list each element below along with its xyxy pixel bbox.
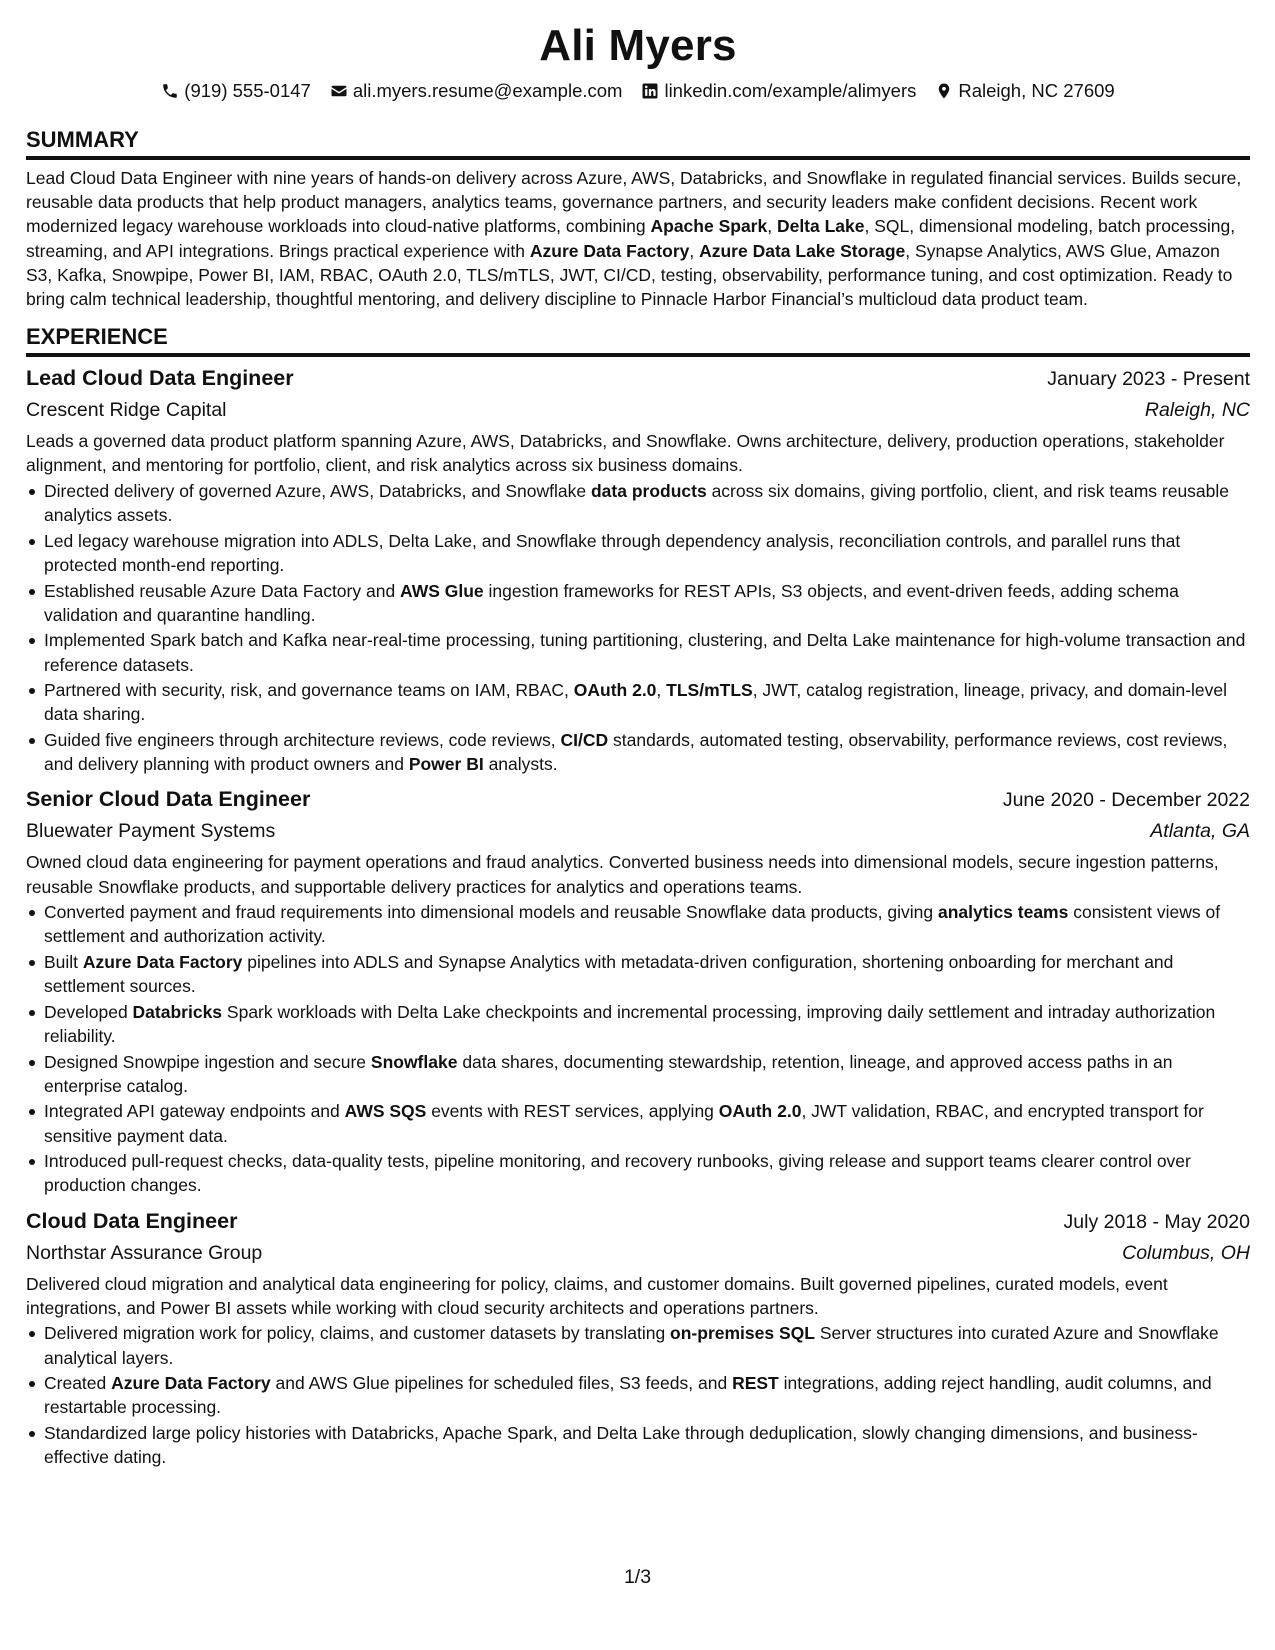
summary-paragraph: Lead Cloud Data Engineer with nine years of hands-on delivery across Azure, AWS, Databricks, and Snowflake in regulated financial services. Builds secure, reusable data products that help product managers, analytics teams, governance partners, and security leaders make confident decisions. Recent work modernized legacy warehouse workloads into cloud-native platforms, combining Apache Spark, Delta Lake, SQL, dimensional modeling, batch processing, streaming, and API integrations. Brings practical experience with Azure Data Factory, Azure Data Lake Storage, Synapse Analytics, AWS Glue, Amazon S3, Kafka, Snowpipe, Power BI, IAM, RBAC, OAuth 2.0, TLS/mTLS, JWT, CI/CD, testing, observability, performance tuning, and cost optimization. Ready to bring calm technical leadership, thoughtful mentoring, and delivery discipline to Pinnacle Harbor Financial’s multicloud data product team.: [26, 168, 1242, 310]
job-company: Crescent Ridge Capital: [26, 399, 227, 422]
email-link[interactable]: ali.myers.resume@example.com: [352, 80, 623, 101]
job-title-row: [26, 363, 1250, 395]
job-dates: July 2018 - May 2020: [1063, 1210, 1250, 1233]
bullet-item: Built Azure Data Factory pipelines into ADLS and Synapse Analytics with metadata-driven configuration, shortening onboarding for merchant and settlement sources.: [44, 950, 1250, 998]
bullet-item: Converted payment and fraud requirements into dimensional models and reusable Snowflake data products, giving analytics teams consistent views of settlement and authorization activity.: [44, 900, 1250, 948]
bullet-item: Directed delivery of governed Azure, AWS, Databricks, and Snowflake data products across six domains, giving portfolio, client, and risk teams reusable analytics assets.: [44, 479, 1250, 527]
job-company: Northstar Assurance Group: [26, 1241, 263, 1264]
envelope-icon: [330, 82, 348, 100]
linkedin-icon: [641, 82, 659, 100]
contact-location: [935, 78, 1114, 104]
bold-keyword: OAuth 2.0: [573, 680, 657, 701]
bold-keyword: CI/CD: [560, 730, 609, 750]
job-location: Raleigh, NC: [1144, 399, 1250, 422]
resume-page: [26, 18, 1250, 1469]
bullet-item: Integrated API gateway endpoints and AWS SQS events with REST services, applying OAuth 2.0, JWT validation, RBAC, and encrypted transport for sensitive payment data.: [44, 1099, 1250, 1147]
experience-list: [26, 363, 1250, 1469]
bold-keyword: Apache Spark: [650, 216, 768, 237]
bold-keyword: TLS/mTLS: [666, 680, 753, 701]
bold-keyword: Azure Data Lake Storage: [699, 240, 906, 261]
bold-keyword: Delta Lake: [776, 216, 865, 237]
page-number: 1/3: [623, 1566, 652, 1588]
job-description: Owned cloud data engineering for payment operations and fraud analytics. Converted business needs into dimensional models, secure ingestion patterns, reusable Snowflake products, and supportable delivery practices for analytics and operations teams.: [26, 852, 1219, 897]
contact-linkedin[interactable]: [641, 78, 916, 104]
job-title: Cloud Data Engineer: [26, 1208, 238, 1233]
bullet-item: Introduced pull-request checks, data-quality tests, pipeline monitoring, and recovery runbooks, giving release and support teams clearer control over production changes.: [44, 1149, 1250, 1197]
bullet-item: Developed Databricks Spark workloads with Delta Lake checkpoints and incremental processing, improving daily settlement and intraday authorization reliability.: [44, 1000, 1250, 1048]
bold-keyword: data products: [590, 481, 707, 502]
contact-email[interactable]: [330, 78, 623, 104]
bullet-item: Standardized large policy histories with Databricks, Apache Spark, and Delta Lake through deduplication, slowly changing dimensions, and business-effective dating.: [44, 1421, 1250, 1469]
job-title: Senior Cloud Data Engineer: [26, 787, 311, 812]
bullet-item: Created Azure Data Factory and AWS Glue pipelines for scheduled files, S3 feeds, and REST integrations, adding reject handling, audit columns, and restartable processing.: [44, 1371, 1250, 1419]
job-company-row: [26, 816, 1250, 847]
job-company: Bluewater Payment Systems: [26, 820, 276, 843]
bold-keyword: analytics teams: [938, 902, 1069, 923]
contact-phone: [161, 78, 311, 104]
job-bullets: [26, 900, 1250, 1197]
bullet-item: Led legacy warehouse migration into ADLS, Delta Lake, and Snowflake through dependency analysis, reconciliation controls, and parallel runs that protected month-end reporting.: [44, 529, 1250, 577]
bold-keyword: Azure Data Factory: [529, 240, 690, 261]
job-dates: June 2020 - December 2022: [1002, 789, 1250, 812]
job-location: Columbus, OH: [1122, 1241, 1250, 1264]
bullet-item: Partnered with security, risk, and governance teams on IAM, RBAC, OAuth 2.0, TLS/mTLS, JWT, catalog registration, lineage, privacy, and domain-level data sharing.: [44, 678, 1250, 726]
bold-keyword: Databricks: [132, 1001, 223, 1022]
job-title-row: [26, 784, 1250, 816]
job-title: Lead Cloud Data Engineer: [26, 366, 294, 391]
bold-keyword: on-premises SQL: [670, 1323, 815, 1344]
bold-keyword: AWS Glue: [400, 580, 484, 601]
phone-icon: [161, 82, 179, 100]
bold-keyword: Power BI: [408, 754, 484, 775]
contact-bar: [26, 78, 1250, 104]
job-description: Delivered cloud migration and analytical data engineering for policy, claims, and customer domains. Built governed pipelines, curated models, event integrations, and Power BI assets while working with cloud security architects and operations partners.: [26, 1273, 1168, 1318]
bold-keyword: OAuth 2.0: [718, 1101, 802, 1122]
bold-keyword: Snowflake: [370, 1051, 458, 1072]
experience-heading: EXPERIENCE: [26, 323, 1250, 357]
job-location: Atlanta, GA: [1150, 820, 1250, 843]
bullet-item: Guided five engineers through architecture reviews, code reviews, CI/CD standards, automated testing, observability, performance reviews, cost reviews, and delivery planning with product owners and Power BI analysts.: [44, 728, 1250, 776]
map-pin-icon: [935, 82, 953, 100]
summary-heading: SUMMARY: [26, 126, 1250, 160]
job-dates: January 2023 - Present: [1047, 368, 1250, 391]
bold-keyword: Azure Data Factory: [111, 1373, 271, 1394]
bullet-item: Established reusable Azure Data Factory and AWS Glue ingestion frameworks for REST APIs, S3 objects, and event-driven feeds, adding schema validation and quarantine handling.: [44, 579, 1250, 627]
bullet-item: Delivered migration work for policy, claims, and customer datasets by translating on-premises SQL Server structures into curated Azure and Snowflake analytical layers.: [44, 1321, 1250, 1369]
bold-keyword: AWS SQS: [344, 1101, 427, 1122]
job-company-row: [26, 395, 1250, 426]
job-description: Leads a governed data product platform spanning Azure, AWS, Databricks, and Snowflake. Owns architecture, delivery, production operations, stakeholder alignment, and mentoring for portfolio, client, and risk analytics across six business domains.: [26, 431, 1225, 476]
job-company-row: [26, 1238, 1250, 1269]
job-bullets: [26, 1321, 1250, 1469]
bullet-item: Implemented Spark batch and Kafka near-real-time processing, tuning partitioning, clustering, and Delta Lake maintenance for high-volume transaction and reference datasets.: [44, 628, 1250, 676]
job-entry: [26, 363, 1250, 776]
location-text: Raleigh, NC 27609: [958, 80, 1115, 101]
phone-text: (919) 555-0147: [184, 80, 311, 101]
linkedin-link[interactable]: linkedin.com/example/alimyers: [664, 80, 917, 101]
job-bullets: [26, 479, 1250, 776]
bullet-item: Designed Snowpipe ingestion and secure Snowflake data shares, documenting stewardship, retention, lineage, and approved access paths in an enterprise catalog.: [44, 1050, 1250, 1098]
job-entry: [26, 1206, 1250, 1470]
candidate-name: Ali Myers: [539, 21, 737, 70]
bold-keyword: REST: [732, 1373, 779, 1394]
job-title-row: [26, 1206, 1250, 1238]
bold-keyword: Azure Data Factory: [82, 952, 243, 972]
job-entry: [26, 784, 1250, 1197]
